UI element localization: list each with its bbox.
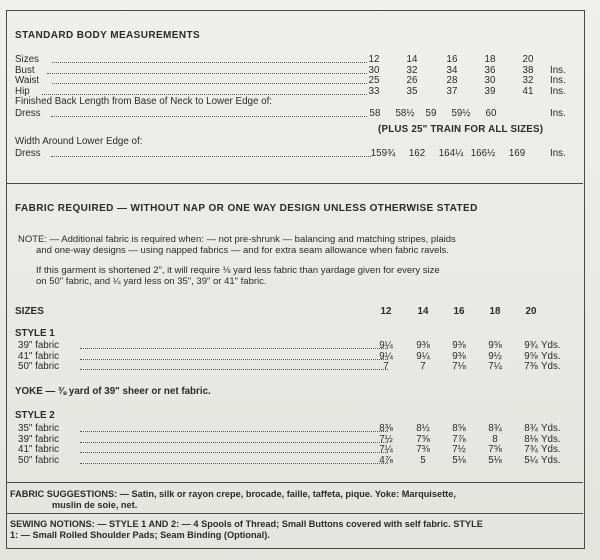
dot-leader [80, 455, 388, 464]
width-dress-row [15, 148, 595, 159]
measurement-sizes-value: 16 [446, 54, 458, 65]
back-length-dress-value: 59 [425, 108, 437, 119]
style1-fabric-value: 9¼ [416, 350, 430, 362]
style2-fabric-value: 8¾ [488, 423, 502, 434]
measurement-waist-label: Waist [15, 75, 40, 86]
measurement-hip-unit: Ins. [550, 85, 566, 97]
style1-fabric-row [18, 351, 598, 362]
measurement-sizes-value: 18 [484, 54, 496, 65]
style1-fabric-row [18, 361, 598, 372]
style2-fabric-value: 4⅞ [379, 454, 393, 466]
measurement-waist-value: 25 [368, 75, 380, 86]
style2-fabric-value: 8¾ [524, 423, 538, 434]
measurement-bust-label: Bust [15, 64, 35, 76]
style2-fabric-value: 7⅝ [488, 444, 502, 455]
style1-fabric-label: 50" fabric [18, 361, 60, 372]
style1-fabric-row [18, 340, 598, 351]
style2-fabric-label: 35" fabric [18, 423, 60, 434]
dot-leader [52, 54, 367, 63]
measurement-waist-unit: Ins. [550, 75, 566, 86]
back-length-dress-value: 59½ [451, 108, 471, 119]
dot-leader [80, 434, 388, 443]
dot-leader [42, 86, 367, 95]
measurements-title: STANDARD BODY MEASUREMENTS [15, 30, 201, 41]
style2-fabric-value: 7⅜ [416, 444, 430, 455]
width-dress-value: 159¾ [370, 148, 396, 159]
style1-fabric-unit: Yds. [541, 340, 561, 351]
dot-leader [80, 361, 388, 370]
style1-fabric-value: 9¼ [379, 340, 393, 351]
measurement-hip-value: 37 [446, 85, 458, 97]
style1-fabric-value: 7⅜ [524, 361, 538, 372]
style1-fabric-value: 7⅛ [452, 361, 466, 372]
sizes-label: SIZES [15, 306, 44, 317]
divider-3 [7, 513, 583, 514]
back-length-label: Finished Back Length from Base of Neck to Lower Edge of: [15, 96, 273, 107]
fabric-size-header: 20 [525, 306, 537, 317]
dot-leader [52, 75, 367, 84]
style2-fabric-value: 7⅝ [416, 433, 430, 445]
measurement-waist-value: 28 [446, 75, 458, 86]
measurement-sizes-label: Sizes [15, 54, 39, 65]
style2-fabric-value: 8⅝ [452, 423, 466, 434]
style2-fabric-row [18, 434, 598, 445]
measurement-waist-value: 26 [406, 75, 418, 86]
style2-fabric-label: 39" fabric [18, 433, 60, 445]
back-length-dress-label: Dress [15, 108, 41, 119]
fabric-size-header: 12 [380, 306, 392, 317]
fabric-size-header: 16 [453, 306, 465, 317]
measurement-bust-value: 36 [484, 64, 496, 76]
measurement-hip-label: Hip [15, 85, 30, 97]
measurement-bust-value: 32 [406, 64, 418, 76]
dot-leader [80, 351, 388, 360]
width-dress-value: 164¼ [438, 148, 464, 159]
measurement-hip-row [15, 86, 595, 97]
measurement-sizes-value: 20 [522, 54, 534, 65]
dot-leader [47, 65, 367, 74]
width-dress-label: Dress [15, 148, 41, 159]
sewing-notions-line-2: 1: — Small Rolled Shoulder Pads; Seam Binding (Optional). [10, 530, 270, 540]
style2-fabric-unit: Yds. [541, 454, 561, 466]
measurement-hip-value: 35 [406, 85, 418, 97]
divider-1 [7, 183, 583, 184]
sewing-notions-line-1: SEWING NOTIONS: — STYLE 1 AND 2: — 4 Spools of Thread; Small Buttons covered with self fabric. STYLE [10, 519, 483, 529]
measurement-bust-unit: Ins. [550, 64, 566, 76]
style1-fabric-unit: Yds. [541, 350, 561, 362]
shorten-line-2: on 50" fabric, and ¼ yard less on 35", 39" or 41" fabric. [36, 276, 267, 287]
measurement-waist-value: 32 [522, 75, 534, 86]
dot-leader [80, 444, 388, 453]
width-label: Width Around Lower Edge of: [15, 136, 143, 147]
style2-fabric-value: 8⅛ [524, 433, 538, 445]
measurement-bust-row [15, 65, 595, 76]
style2-fabric-label: 50" fabric [18, 454, 60, 466]
measurement-bust-value: 38 [522, 64, 534, 76]
dot-leader [80, 340, 388, 349]
width-dress-unit: Ins. [550, 148, 566, 159]
measurement-waist-value: 30 [484, 75, 496, 86]
fabric-suggestions-line-2: muslin de soie, net. [52, 500, 138, 510]
style1-fabric-value: 9⅜ [452, 340, 466, 351]
style1-fabric-value: 7¼ [488, 361, 502, 372]
style2-fabric-label: 41" fabric [18, 444, 60, 455]
fabric-size-header: 18 [489, 306, 501, 317]
style2-fabric-unit: Yds. [541, 444, 561, 455]
measurement-sizes-row [15, 54, 595, 65]
divider-2 [7, 482, 583, 483]
measurement-bust-value: 34 [446, 64, 458, 76]
style2-fabric-value: 8½ [416, 423, 430, 434]
dot-leader [51, 148, 371, 157]
style1-fabric-value: 9½ [488, 350, 502, 362]
style1-fabric-value: 7 [383, 361, 389, 372]
fabric-suggestions-line-1: FABRIC SUGGESTIONS: — Satin, silk or rayon crepe, brocade, faille, taffeta, pique. Yoke: Marquisette, [10, 489, 456, 499]
measurement-bust-value: 30 [368, 64, 380, 76]
width-dress-value: 166½ [470, 148, 496, 159]
style2-fabric-value: 7¼ [379, 444, 393, 455]
style1-fabric-value: 9⅜ [452, 350, 466, 362]
width-dress-value: 169 [508, 148, 526, 159]
measurement-waist-row [15, 75, 595, 86]
style2-fabric-row [18, 444, 598, 455]
style2-fabric-value: 8 [492, 433, 498, 445]
style2-fabric-unit: Yds. [541, 433, 561, 445]
back-length-dress-value: 58 [369, 108, 381, 119]
back-length-dress-value: 58½ [395, 108, 415, 119]
style1-title: STYLE 1 [15, 328, 55, 339]
style1-fabric-unit: Yds. [541, 361, 561, 372]
style1-fabric-value: 9¼ [379, 350, 393, 362]
style1-fabric-label: 41" fabric [18, 350, 60, 362]
style2-fabric-value: 5⅛ [488, 454, 502, 466]
style2-fabric-value: 7½ [379, 433, 393, 445]
style2-fabric-unit: Yds. [541, 423, 561, 434]
measurement-hip-value: 33 [368, 85, 380, 97]
back-length-dress-unit: Ins. [550, 108, 566, 119]
style2-fabric-value: 8⅜ [379, 423, 393, 434]
measurement-sizes-value: 14 [406, 54, 418, 65]
fabric-required-title: FABRIC REQUIRED — WITHOUT NAP OR ONE WAY DESIGN UNLESS OTHERWISE STATED [15, 203, 478, 214]
shorten-line-1: If this garment is shortened 2", it will require ⅛ yard less fabric than yardage given for every size [36, 265, 440, 276]
style2-fabric-value: 5⅛ [452, 454, 466, 466]
style2-fabric-value: 7⅞ [452, 433, 466, 445]
back-length-dress-value: 60 [485, 108, 497, 119]
style2-fabric-value: 7½ [452, 444, 466, 455]
style2-fabric-row [18, 423, 598, 434]
measurement-hip-value: 41 [522, 85, 534, 97]
style1-fabric-value: 9⅜ [416, 340, 430, 351]
style2-fabric-value: 5 [420, 454, 426, 466]
style2-fabric-row [18, 455, 598, 466]
style1-fabric-value: 9⅝ [524, 350, 538, 362]
dot-leader [51, 108, 367, 117]
yoke-line: YOKE — ⅜ yard of 39" sheer or net fabric. [15, 386, 211, 397]
style1-fabric-value: 9⅝ [488, 340, 502, 351]
train-note: (PLUS 25" TRAIN FOR ALL SIZES) [378, 124, 544, 135]
style1-fabric-value: 9¾ [524, 340, 538, 351]
style1-fabric-label: 39" fabric [18, 340, 60, 351]
style1-fabric-value: 7 [420, 361, 426, 372]
note-line-2: and one-way designs — using napped fabrics — and for extra seam allowance when fabric ravels. [36, 245, 449, 256]
back-length-dress-row [15, 108, 595, 119]
style2-fabric-value: 7¾ [524, 444, 538, 455]
note-line-1: NOTE: — Additional fabric is required when: — not pre-shrunk — balancing and matching stripes, plaids [18, 234, 456, 245]
measurement-sizes-value: 12 [368, 54, 380, 65]
style2-fabric-value: 5¼ [524, 454, 538, 466]
style2-title: STYLE 2 [15, 410, 55, 421]
dot-leader [80, 423, 388, 432]
measurement-hip-value: 39 [484, 85, 496, 97]
width-dress-value: 162 [408, 148, 426, 159]
fabric-size-header: 14 [417, 306, 429, 317]
